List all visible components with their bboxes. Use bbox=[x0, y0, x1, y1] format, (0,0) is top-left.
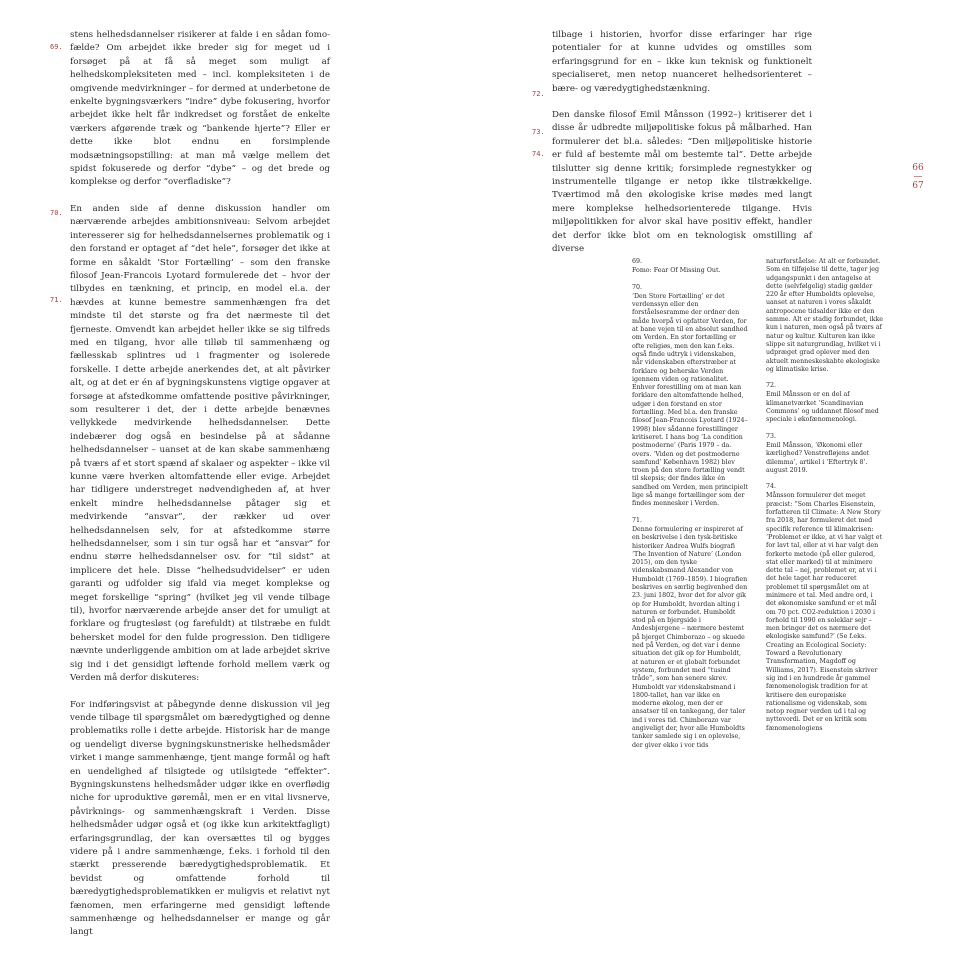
footnotes-column-b bbox=[766, 258, 884, 741]
note-marker-72[interactable]: 72. bbox=[532, 90, 545, 98]
footnote-72 bbox=[766, 382, 884, 424]
footnote-number: 69. bbox=[632, 258, 643, 265]
footnote-text: Månsson formulerer det meget præcist: “Som Charles Eisenstein, forfatteren til Climate: A New Story fra 2018, har formuleret det med specifik reference til klimakrisen: ‘Problemet er ikke, at vi har valgt et for lavt tal, eller at vi har valgt den forkerte metode (på eller gulerod, stat eller marked) til at minimere dette tal – nej, problemet er, at vi i det hele taget har reduceret problemet til spørgsmålet om at minimere et tal. Med andre ord, i det økonomiske samfund er et mål om 70 pct. CO2-reduktion i 2030 i forhold til 1990 en soleklar sejr – men bringer det os nærmere det økologiske samfund?’ (Se f.eks. Creating an Ecological Society: Toward a Revolutionary Transformation, Magdoff og Williams, 2017). Eisenstein skriver sig ind i en hundrede år gammel fænomenologisk tradition for at kritisere den europæiske rationalisme og videnskab, som netop regner verden ud i tal og nyttevordi. Det er en kritik som fænomenologiens bbox=[766, 492, 882, 732]
folio-dash: — bbox=[913, 172, 923, 182]
paragraph-2: En anden side af denne diskussion handler om nærværende arbejdes ambitionsniveau: Selvom arbejdet interesserer sig for helhedsdannelsernes problematik og i den forstand er optaget af “det hele”, forsøger det ikke at forme en såkaldt ‘Stor Fortælling’ – som den franske filosof Jean-Francois Lyotard formulerede det – hvor der tilbydes en tænkning, et princip, en model el.a. der hævdes at kunne bemestre sammenhængen fra det mindste til det største og fra det nærmeste til det fjerneste. Omvendt kan arbejdet heller ikke se sig tilfreds med en tilgang, hvor alle tilløb til sammenhæng og fællesskab splintres ud i fragmenter og isolerede forskelle. I dette arbejde anerkendes det, at alt påvirker alt, og at det er én af bygningskunstens vigtige opgaver at forsøge at afstedkomme omfattende positive påvirkninger, som resulterer i det, der i dette arbejde benævnes vellykkede medvirkende helhedsdannelser. Dette indebærer dog også en besindelse på at sådanne helhedsdannelser – uanset at de kan skabe sammenhæng på tværs af et stort spænd af skalaer og aspekter – ikke vil kunne være hverken altomfattende eller evige. Arbejdet har tidligere understreget nødvendigheden af, at hver enkelt mindre helhedsdannelse påtager sig et medvirkende “ansvar”, der rækker ud over helhedsdannelsen selv, for at afstedkomme større helhedsdannelser, som i sin tur også har et “ansvar” for endnu større helhedsdannelser osv. for “til sidst” at implicere det hele. Disse “helhedsudvidelser” er uden garanti og udfolder sig ifald via meget komplekse og meget forskellige “spring” (hvilket jeg vil vende tilbage til), hvorfor nærværende arbejde anser det for umuligt at forklare og frugtesløst (og farefuldt) at tilstræbe en fuldt behersket model for den fulde progression. Den tidligere nævnte underliggende ambition om at lade arbejdet skrive sig ind i det gensidigt løftende forhold mellem værk og Verden må derfor diskuteres: bbox=[70, 203, 330, 684]
footnote-text: Fomo: Fear Of Missing Out. bbox=[632, 267, 721, 275]
footnote-number: 72. bbox=[766, 382, 777, 390]
footnote-text: Emil Månsson, ‘Økonomi eller kærlighed? Venstrefløjens andet dilemma’, artikel i ‘Eftertryk 8’. august 2019. bbox=[766, 441, 870, 474]
footnote-71 bbox=[632, 517, 748, 750]
note-marker-70[interactable]: 70. bbox=[50, 209, 63, 217]
paragraph-3: For indføringsvist at påbegynde denne diskussion vil jeg vende tilbage til spørgsmålet om bæredygtighed og denne problematiks rolle i dette arbejde. Historisk har de mange og uendeligt diverse bygningskunstneriske helhedsmåder virket i mange sammenhænge, tjent mange formål og haft en uendelighed af tilsigtede og utilsigtede “effekter”. Bygningskunstens helhedsmåder udgør ikke en overflødig niche for uproduktive gøremål, men er en vital livsnerve, påvirknings- og sammenhængskraft i Verden. Disse helhedsmåder udgør også et (og ikke kun arkitektfagligt) erfaringsgrundlag, der kan oversættes til og bygges videre på i andre sammenhænge, f.eks. i forhold til den stærkt presserende bæredygtighedsproblematik. Et bevidst og omfattende forhold til bæredygtighedsproblematikken er muligvis et relativt nyt fænomen, men erfaringerne med gensidigt løftende sammenhænge og helhedsdannelser er mange og går langt bbox=[70, 699, 330, 938]
footnote-number: 70. bbox=[632, 283, 643, 291]
note-marker-74[interactable]: 74. bbox=[532, 150, 545, 158]
paragraph-1: stens helhedsdannelser risikerer at falde i en sådan fomo-fælde? Om arbejdet ikke breder sig for meget ud i forsøget på at få så meget som muligt af helhedskompleksiteten med – incl. kompleksiteten i de omgivende medvirkninger – for dermed at underbetone de enkelte bygningsværkers “indre” dybe fokusering, hvorfor arbejdet ikke helt får indkredset og forstået de enkelte værkers afgørende træk og “bankende hjerte”? Eller er dette ikke blot endnu en forsimplende modsætningsopstilling: at man må vælge mellem det spidst fokuserede og derfor “dybe” – og det brede og komplekse og derfor “overfladiske”? bbox=[70, 30, 330, 188]
footnote-number: 73. bbox=[766, 432, 777, 440]
footnote-text: naturforståelse: At alt er forbundet. Som en tilføjelse til dette, tager jeg udgangspunkt i den antagelse at dette (selvfølgelig) stadig gælder 220 år efter Humboldts oplevelse, uanset at naturen i vores såkaldt antropocene tidsalder ikke er den samme. Alt er stadig forbundet, ikke kun i naturen, men også på tværs af natur og kultur. Kulturen kan ikke slippe sit naturgrundlag, hvilket vi i udpræget grad oplever med den aktuelt menneskeskabte økologiske og klimatiske krise. bbox=[766, 258, 884, 373]
footnote-text: Denne formulering er inspireret af en beskrivelse i den tysk-britiske historiker Andrea Wulfs biografi ‘The Invention of Nature’ (London 2015), om den tyske videnskabsmand Alexander von Humboldt (1769–1859). I biografien beskrives en særlig begivenhed den 23. juni 1802, hvor det for alvor gik op for Humboldt, hvordan alting i naturen er forbundet. Humboldt stod på en bjergside i Andesbjergene – nærmere bestemt på bjerget Chimborazo – og skuede ned på Verden, og det var i denne situation det gik op for Humboldt, at naturen er et globalt forbundet system, forbundet med “tusind tråde”, som han senere skrev. Humboldt var videnskabsmand i 1800-tallet, han var ikke en moderne økolog, men der er ansatser til en tankegang, der taler ind i vores tid. Chimborazo var angiveligt der, hvor alle Humboldts tanker samlede sig i en oplevelse, der giver ekko i vor tids bbox=[632, 525, 748, 749]
footnote-number: 71. bbox=[632, 516, 643, 524]
paragraph-4: tilbage i historien, hvorfor disse erfaringer har rige potentialer for at kunne udvides og omstilles som erfaringsgrund for en – ikke kun teknisk og funktionelt specialiseret, men netop nuanceret helhedsorienteret – bære- og væredygtighedstænkning. bbox=[552, 30, 812, 94]
right-text-column bbox=[552, 29, 812, 270]
footnote-70 bbox=[632, 284, 748, 509]
note-marker-71[interactable]: 71. bbox=[50, 296, 63, 304]
note-marker-69[interactable]: 69. bbox=[50, 43, 63, 51]
footnote-71-continued bbox=[766, 258, 884, 374]
footnotes-column-a bbox=[632, 258, 748, 758]
footnote-74 bbox=[766, 483, 884, 733]
page-number-left: 66 bbox=[912, 163, 924, 173]
footnote-73 bbox=[766, 433, 884, 475]
footnote-text: Emil Månsson er en del af klimanetværket ‘Scandinavian Commons’ og uddannet filosof med speciale i økofænomenologi. bbox=[766, 391, 879, 424]
left-text-column bbox=[70, 29, 330, 953]
footnote-number: 74. bbox=[766, 483, 777, 491]
footnote-text: ‘Den Store Fortælling’ er det verdenssyn eller den forståelsesramme der ordner den måde hvorpå vi opfatter Verden, for at bane vejen til en absolut sandhed om Verden. En stor fortælling er ofte religiøs, men den kan f.eks. også finde udtryk i videnskaben, når videnskaben efterstræber at forklare og beherske Verden igennem viden og rationalitet. Enhver forestilling om at man kan forklare den altomfattende helhed, udgør i den forstand en stor fortælling. Med bl.a. den franske filosof Jean-Francois Lyotard (1924–1998) blev sådanne forestillinger kritiseret. I hans bog ‘La condition postmoderne’ (Paris 1979 – da. overs. ‘Viden og det postmoderne samfund’ København 1982) blev troen på den store fortælling vendt til skepsis; der findes ikke én sandhed om Verden, men principielt lige så mange fortællinger som der findes mennesker i Verden. bbox=[632, 292, 748, 508]
page-number-right: 67 bbox=[912, 181, 924, 191]
note-marker-73[interactable]: 73. bbox=[532, 128, 545, 136]
footnote-69 bbox=[632, 258, 748, 276]
paragraph-5: Den danske filosof Emil Månsson (1992–) kritiserer det i disse år udbredte miljøpolitiske fokus på målbarhed. Han formulerer det bl.a. således: “Den miljøpolitiske historie er fuld af bestemte mål om bestemte tal”. Dette arbejde tilslutter sig denne kritik; forsimplede regnestykker og instrumentelle tilgange er netop ikke tilstrækkelige. Tværtimod må den økologiske krise mødes med langt mere komplekse helhedsorienterede tilgange. Hvis miljøpolitikken for alvor skal have positiv effekt, handler det derfor ikke blot om en teknologisk omstilling af diverse bbox=[552, 110, 812, 255]
page-numbers bbox=[906, 163, 930, 192]
